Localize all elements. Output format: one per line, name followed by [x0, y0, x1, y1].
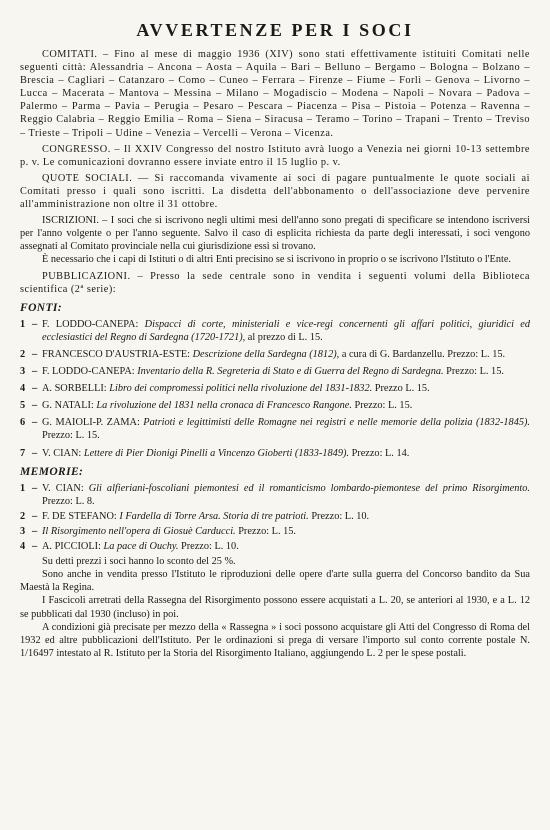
fonti-title: FONTI: [20, 301, 63, 314]
item-text [42, 540, 530, 553]
closing-paragraph: Sono anche in vendita presso l'Istituto le riproduzioni delle opere d'arte sulla guerra del Concorso bandito da Sua Maestà la Regina. [20, 569, 530, 594]
item-work: Descrizione della Sardegna (1812), [192, 348, 340, 360]
item-dash: – [32, 482, 38, 494]
list-item [20, 399, 530, 412]
item-work: I Fardella di Torre Arsa. Storia di tre patrioti. [119, 510, 309, 522]
section-text: – Il XXIV Congresso del nostro Istituto avrà luogo a Venezia nei giorni 10-13 settembre p. v. Le comunicazioni dovranno essere inviate entro il 15 luglio p. v. [20, 143, 531, 168]
item-author: A. PICCIOLI: [42, 541, 101, 553]
item-author: FRANCESCO D'AUSTRIA-ESTE: [42, 348, 191, 360]
item-text [42, 399, 530, 412]
item-dash: – [32, 526, 38, 537]
section-heading: COMITATI. [42, 49, 98, 60]
item-text [42, 447, 530, 460]
item-dash: – [32, 417, 38, 429]
item-number: 2 [20, 510, 26, 522]
item-author: A. SORBELLI: [42, 383, 107, 395]
closing-paragraph: A condizioni già precisate per mezzo della « Rassegna » i soci possono acquistare gli Atti del Congresso di Roma del 1932 ed altre pubblicazioni dell'Istituto. Per le ordinazioni si prega di versare l'importo sul conto corrente postale N. 1/16497 intestato al R. Istituto per la Storia del Risorgimento Italiano, aggiungendo L. 2 per le spese postali. [20, 621, 530, 659]
item-text [42, 482, 530, 508]
list-item [20, 525, 530, 538]
item-text [42, 348, 530, 361]
section-iscrizioni-note [20, 253, 530, 266]
section-heading: QUOTE SOCIALI. [42, 172, 133, 184]
item-dash: – [32, 348, 38, 360]
item-author: F. DE STEFANO: [42, 510, 117, 522]
item-author: G. NATALI: [42, 400, 94, 412]
item-price: Prezzo: L. 8. [42, 495, 95, 507]
list-item [20, 482, 530, 508]
item-work: Gli alfieriani-foscoliani piemontesi ed il romanticismo lombardo-piemontese del primo Risorgimento. [88, 482, 530, 494]
memorie-title: MEMORIE: [20, 465, 84, 478]
item-number: 1 [20, 482, 26, 494]
list-item [20, 510, 530, 523]
item-number: 3 [20, 366, 26, 378]
item-work: Libro dei compromessi politici nella rivoluzione del 1831-1832. [109, 383, 373, 395]
item-dash: – [32, 541, 38, 553]
item-number: 7 [20, 447, 26, 459]
item-work: La rivoluzione del 1831 nella cronaca di Francesco Rangone. [96, 400, 352, 412]
item-price: Prezzo L. 15. [374, 383, 430, 395]
item-work: Inventario della R. Segreteria di Stato e di Guerra del Regno di Sardegna. [137, 366, 444, 378]
item-dash: – [32, 400, 38, 412]
item-dash: – [32, 318, 38, 330]
item-text [42, 382, 530, 395]
list-item [20, 416, 530, 442]
item-work: Il Risorgimento nell'opera di Giosuè Carducci. [42, 526, 236, 537]
section-heading: ISCRIZIONI. [42, 215, 99, 227]
item-number: 6 [20, 417, 26, 429]
item-author: G. MAIOLI-P. ZAMA: [42, 417, 140, 429]
section-text: È necessario che i capi di Istituti o di altri Enti precisino se si iscrivono in proprio o se iscrivono l'Istituto o l'Ente. [42, 254, 511, 266]
item-number: 2 [20, 348, 26, 360]
list-item [20, 382, 530, 395]
section-text: – Presso la sede centrale sono in vendita i seguenti volumi della Biblioteca scientifica (2ª serie): [20, 270, 531, 295]
section-comitati [20, 48, 530, 140]
item-dash: – [32, 383, 38, 395]
closing-notes [20, 555, 530, 660]
item-number: 3 [20, 526, 26, 537]
item-dash: – [32, 510, 38, 522]
item-author: V. CIAN: [42, 447, 82, 459]
item-text [42, 416, 530, 442]
item-number: 1 [20, 318, 26, 330]
section-heading: PUBBLICAZIONI. [42, 270, 131, 282]
fonti-list [20, 318, 530, 460]
section-text: – I soci che si iscrivono negli ultimi mesi dell'anno sono pregati di specificare se intendono iscriversi per l'anno volgente o per l'anno seguente. Salvo il caso di esplicita richiesta da parte degli interessati, i soci vengono assegnati al Comitato provinciale nella cui giurisdizione essi si trovano. [20, 215, 531, 253]
item-text [42, 510, 530, 523]
item-work: Lettere di Pier Dionigi Pinelli a Vincenzo Gioberti (1833-1849). [83, 447, 349, 459]
item-author: V. CIAN: [42, 482, 84, 494]
item-work: Dispacci di corte, ministeriali e vice-regi concernenti gli affari politici, giuridici ed ecclesiastici del Regno di Sardegna (1720-1721), [42, 318, 530, 343]
list-item [20, 540, 530, 553]
item-number: 5 [20, 400, 26, 412]
list-item [20, 447, 530, 460]
section-text: – Fino al mese di maggio 1936 (XIV) sono stati effettivamente istituiti Comitati nelle seguenti città: Alessandria – Ancona – Aosta – Aquila – Bari – Belluno – Bergamo – Bologna – Bolzano – Brescia – Cagliari – Catanzaro – Como – Cuneo – Ferrara – Firenze – Fiume – Forlì – Genova – Livorno – Lucca – Macerata – Mantova – Messina – Milano – Mogadiscio – Modena – Napoli – Novara – Padova – Palermo – Parma – Pavia – Perugia – Pesaro – Pescara – Piacenza – Pisa – Pistoia – Potenza – Ravenna – Reggio Calabria – Reggio Emilia – Roma – Siena – Siracusa – Teramo – Torino – Trapani – Trento – Treviso – Trieste – Tripoli – Udine – Venezia – Vercelli – Verona – Vicenza. [20, 49, 530, 139]
item-text [42, 365, 530, 378]
item-number: 4 [20, 383, 26, 395]
item-price: Prezzo: L. 10. [311, 510, 370, 522]
item-work: Patrioti e legittimisti delle Romagne nei registri e nelle memorie della polizia (1832-1845). [143, 417, 530, 429]
item-dash: – [32, 366, 38, 378]
list-item [20, 348, 530, 361]
item-text [42, 525, 530, 538]
item-price: Prezzo: L. 15. [354, 400, 413, 412]
item-work: La pace di Ouchy. [103, 541, 179, 553]
memorie-list [20, 482, 530, 553]
section-heading: CONGRESSO. [42, 143, 111, 155]
page-title: AVVERTENZE PER I SOCI [136, 20, 414, 40]
item-price: al prezzo di L. 15. [247, 331, 323, 343]
section-quote-sociali [20, 172, 530, 211]
closing-paragraph: I Fascicoli arretrati della Rassegna del Risorgimento possono essere acquistati a L. 20, se anteriori al 1930, e a L. 12 se pubblicati dal 1930 (incluso) in poi. [20, 595, 530, 620]
item-price: Prezzo: L. 14. [351, 447, 410, 459]
item-author: F. LODDO-CANEPA: [42, 366, 135, 378]
item-author: F. LODDO-CANEPA: [42, 318, 139, 330]
list-item [20, 318, 530, 344]
item-price: a cura di G. Bardanzellu. Prezzo: L. 15. [341, 348, 506, 360]
item-price: Prezzo: L. 15. [446, 366, 504, 378]
section-text: — Si raccomanda vivamente ai soci di pagare puntualmente le quote sociali ai Comitati presso i quali sono iscritti. La disdetta dell'abbonamento o dell'associazione deve pervenire all'amministrazione non oltre il 31 ottobre. [20, 172, 530, 211]
section-pubblicazioni [20, 270, 530, 296]
item-price: Prezzo: L. 15. [42, 430, 100, 442]
list-item [20, 365, 530, 378]
item-price: Prezzo: L. 15. [238, 526, 296, 537]
item-price: Prezzo: L. 10. [181, 541, 239, 553]
item-number: 4 [20, 541, 26, 553]
item-text [42, 318, 530, 344]
section-iscrizioni [20, 214, 530, 253]
closing-paragraph: Su detti prezzi i soci hanno lo sconto del 25 %. [42, 556, 236, 568]
section-congresso [20, 143, 530, 169]
item-dash: – [32, 447, 38, 459]
